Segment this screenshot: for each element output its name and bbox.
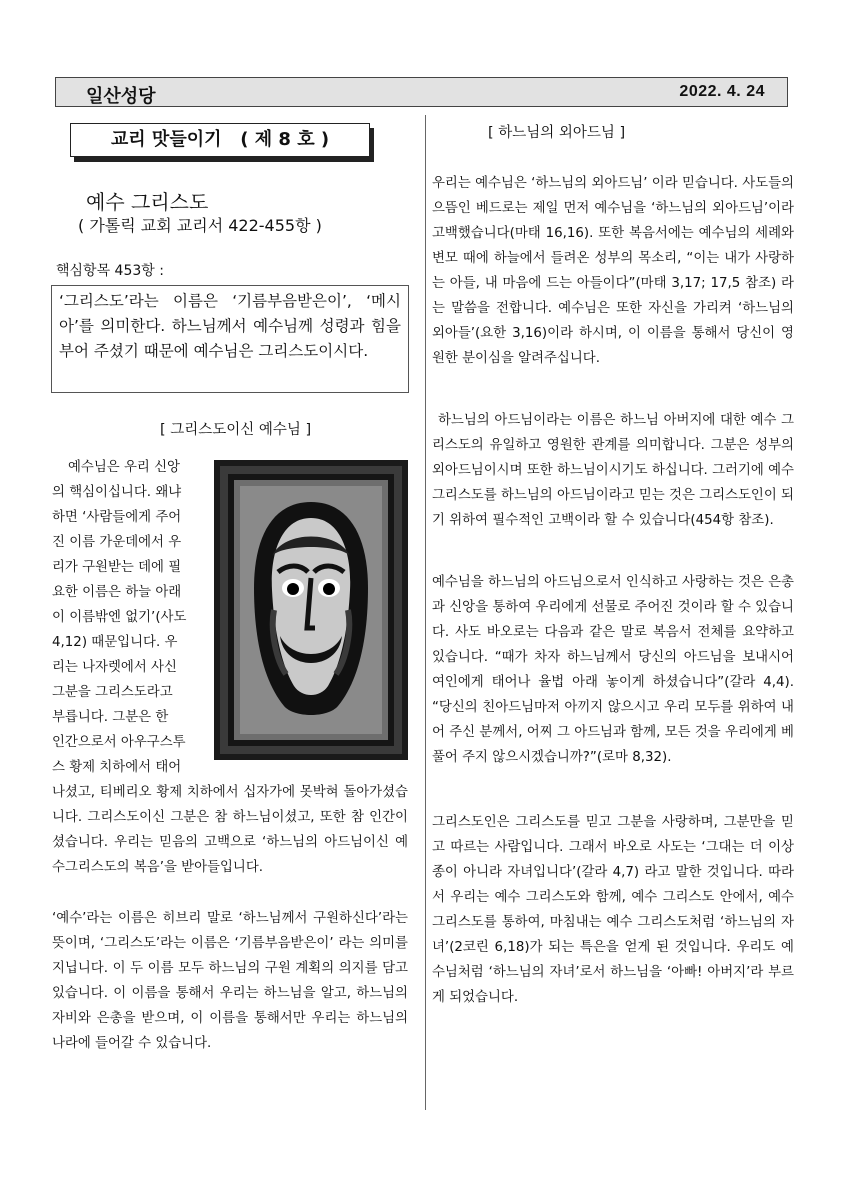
text-line: 예수님은 우리 신앙 (68, 460, 180, 475)
section1-paragraph-2: ‘예수’라는 이름은 히브리 말로 ‘하느님께서 구원하신다’라는 뜻이며, ‘그리스도’라는 이름은 ‘기름부음받은이’ 라는 의미를 지닙니다. 이 두 이름 모두 하느님의 구원 계획의 의지를 담고 있습니다. 이 이름을 통해서 우리는 하느님을 알고, 하느님의 자비와 은총을 받으며, 이 이름을 통해서만 우리는 하느님의 나라에 들어갈 수 있습니다. (52, 911, 408, 1051)
subtitle: ( 가톨릭 교회 교리서 422-455항 ) (78, 216, 322, 235)
text-line: 요한 이름은 하늘 아래 (52, 585, 182, 600)
right-paragraph-1: 우리는 예수님은 ‘하느님의 외아드님’ 이라 믿습니다. 사도들의 으뜸인 베드로는 제일 먼저 예수님을 ‘하느님의 외아드님’이라 고백했습니다(마태 16,16). 또한 복음서에는 예수님의 세례와 변모 때에 하늘에서 들려온 성부의 목소리, “이는 내가 사랑하는 아들, 내 마음에 드는 아들이다”(마태 3,17; 17,5 참조) 라는 말씀을 전합니다. 예수님은 또한 자신을 가리켜 ‘하느님의 외아들’(요한 3,16)이라 하시며, 이 이름을 통해서 당신이 영원한 분이심을 알려주십니다. (432, 176, 794, 366)
text-line: 리가 구원받는 데에 필 (52, 560, 182, 575)
right-paragraph-2: 하느님의 아드님이라는 이름은 하느님 아버지에 대한 예수 그리스도의 유일하고 영원한 관계를 의미합니다. 그분은 성부의 외아드님이시며 또한 하느님이시기도 하십니다. 그러기에 예수 그리스도를 하느님의 아드님이라고 믿는 것은 그리스도인이 되기 위하여 필수적인 고백이라 할 수 있습니다(454항 참조). (432, 413, 794, 528)
text-line: 진 이름 가운데에서 우 (52, 535, 182, 550)
text-line: 인간으로서 아우구스투 (52, 735, 186, 750)
header-bar (55, 77, 788, 107)
section1-narrow-text (52, 455, 205, 780)
text-line: 리는 나자렛에서 사신 (52, 660, 177, 675)
text-line: 하면 ‘사람들에게 주어 (52, 510, 182, 525)
text-line: 의 핵심이십니다. 왜냐 (52, 485, 182, 500)
section-heading-only-son: [ 하느님의 외아드님 ] (488, 125, 626, 141)
issue-date: 2022. 4. 24 (679, 83, 765, 100)
right-paragraph-4: 그리스도인은 그리스도를 믿고 그분을 사랑하며, 그분만을 믿고 따르는 사람입니다. 그래서 바오로 사도는 ‘그대는 더 이상 종이 아니라 자녀입니다’(갈라 4,7) 라고 말한 것입니다. 따라서 우리는 예수 그리스도와 함께, 예수 그리스도 안에서, 예수 그리스도를 통하여, 마침내는 예수 그리스도처럼 ‘하느님의 자녀’(2코린 6,18)가 되는 특은을 얻게 된 것입니다. 우리도 예수님처럼 ‘하느님의 자녀’로서 하느님을 ‘아빠! 아버지’라 부르게 되었습니다. (432, 815, 794, 1005)
core-item-box: ‘그리스도’라는 이름은 ‘기름부음받은이’, ‘메시아’를 의미한다. 하느님께서 예수님께 성령과 힘을 부어 주셨기 때문에 예수님은 그리스도이시다. (51, 285, 409, 393)
church-name: 일산성당 (86, 86, 156, 107)
text-line: 4,12) 때문입니다. 우 (52, 635, 178, 650)
text-line: 그분을 그리스도라고 (52, 685, 173, 700)
christ-portrait-image (214, 460, 408, 760)
main-title: 예수 그리스도 (86, 190, 209, 214)
column-divider (425, 115, 426, 1110)
text-line: 이 이름밖엔 없기’(사도 (52, 610, 187, 625)
text-line: 스 황제 치하에서 태어 (52, 760, 182, 775)
series-title-box: 교리 맛들이기 ( 제 8 호 ) (70, 123, 370, 157)
right-paragraph-3: 예수님을 하느님의 아드님으로서 인식하고 사랑하는 것은 은총과 신앙을 통하여 우리에게 선물로 주어진 것이라 할 수 있습니다. 사도 바오로는 다음과 같은 말로 복음서 전체를 요약하고 있습니다. “때가 차자 하느님께서 당신의 아드님을 보내시어 여인에게 태어나 율법 아래 놓이게 하셨습니다”(갈라 4,4). “당신의 친아드님마저 아끼지 않으시고 우리 모두를 위하여 내어 주신 분께서, 어찌 그 아드님과 함께, 모든 것을 우리에게 베풀어 주지 않으시겠습니까?”(로마 8,32). (432, 575, 794, 765)
text-line: 부릅니다. 그분은 한 (52, 710, 169, 725)
core-item-label: 핵심항목 453항 : (56, 263, 164, 279)
section1-text-continued: 나셨고, 티베리오 황제 치하에서 십자가에 못박혀 돌아가셨습니다. 그리스도이신 그분은 참 하느님이셨고, 또한 참 인간이셨습니다. 우리는 믿음의 고백으로 ‘하느님의 아드님이신 예수그리스도의 복음’을 받아들입니다. (52, 785, 408, 875)
section-heading-christ: [ 그리스도이신 예수님 ] (160, 422, 312, 438)
